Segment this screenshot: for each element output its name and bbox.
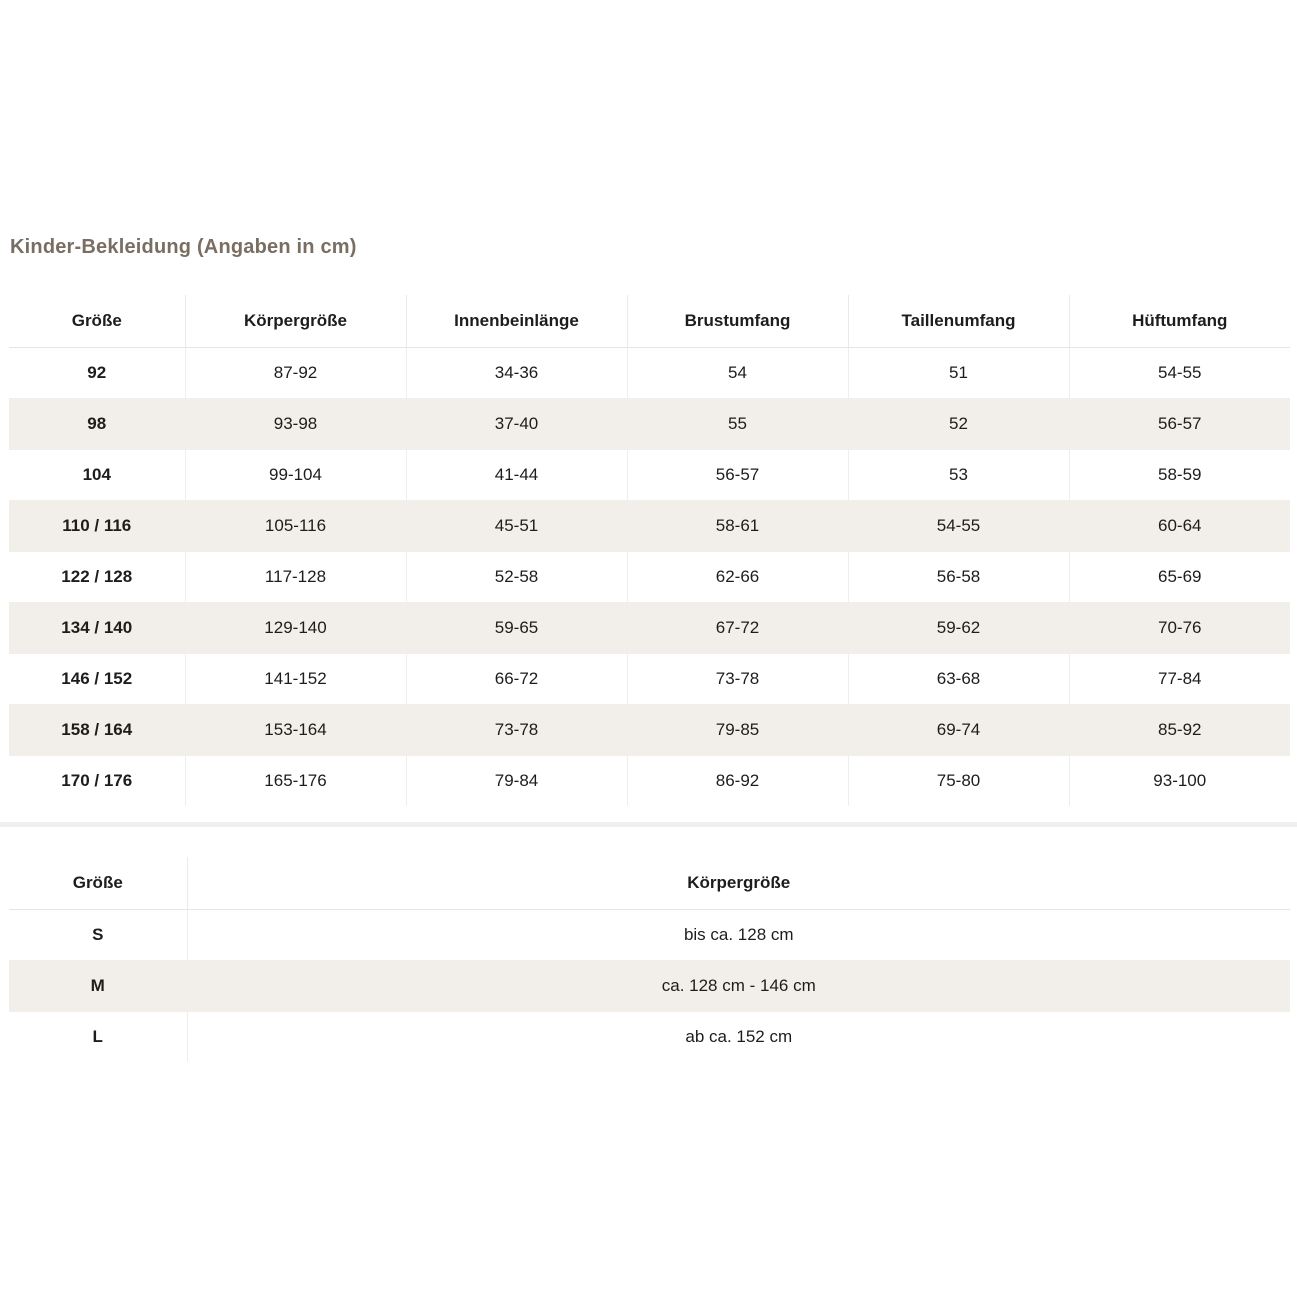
sml-size-table [9, 857, 1290, 1062]
kids-size-table-body [9, 348, 1290, 807]
table-cell: 54 [627, 348, 848, 399]
table-row [9, 603, 1290, 654]
table-cell: 59-65 [406, 603, 627, 654]
table-cell: 105-116 [185, 501, 406, 552]
row-size-label: 158 / 164 [9, 705, 185, 756]
table-cell: 52 [848, 399, 1069, 450]
table-cell: 45-51 [406, 501, 627, 552]
table-row [9, 654, 1290, 705]
table-cell: 79-84 [406, 756, 627, 807]
table-row [9, 910, 1290, 961]
row-size-label: 122 / 128 [9, 552, 185, 603]
column-header: Hüftumfang [1069, 295, 1290, 348]
table-header-row [9, 857, 1290, 910]
table-cell: 75-80 [848, 756, 1069, 807]
column-header: Taillenumfang [848, 295, 1069, 348]
table-cell: 85-92 [1069, 705, 1290, 756]
row-size-label: 146 / 152 [9, 654, 185, 705]
table-cell: 65-69 [1069, 552, 1290, 603]
table-cell: 56-58 [848, 552, 1069, 603]
table-cell: 63-68 [848, 654, 1069, 705]
table-cell: 62-66 [627, 552, 848, 603]
table-cell: 79-85 [627, 705, 848, 756]
table-cell: 153-164 [185, 705, 406, 756]
row-size-label: 98 [9, 399, 185, 450]
table-cell: 66-72 [406, 654, 627, 705]
table-row [9, 501, 1290, 552]
table-cell: 54-55 [848, 501, 1069, 552]
table-row [9, 399, 1290, 450]
row-size-label: 104 [9, 450, 185, 501]
table-cell: 37-40 [406, 399, 627, 450]
sml-size-table-body [9, 910, 1290, 1063]
table-row [9, 1012, 1290, 1063]
table-cell: 93-100 [1153, 771, 1207, 790]
row-size-label: M [9, 961, 187, 1012]
table-cell: 60-64 [1069, 501, 1290, 552]
table-cell: 77-84 [1069, 654, 1290, 705]
table-cell: 69-74 [848, 705, 1069, 756]
row-size-label: L [9, 1012, 187, 1063]
table-header-row [9, 295, 1290, 348]
column-header: Innenbeinlänge [406, 295, 627, 348]
column-header: Größe [9, 857, 187, 910]
kids-size-table [9, 295, 1290, 806]
column-header: Größe [9, 295, 185, 348]
table-row [9, 450, 1290, 501]
column-header: Körpergröße [187, 857, 1290, 910]
table-cell: 58-61 [627, 501, 848, 552]
sml-size-table-header [9, 857, 1290, 910]
column-header: Körpergröße [185, 295, 406, 348]
table-cell: bis ca. 128 cm [187, 910, 1290, 961]
table-cell: 129-140 [185, 603, 406, 654]
table-cell: 56-57 [627, 450, 848, 501]
column-header: Brustumfang [627, 295, 848, 348]
table-cell: 51 [848, 348, 1069, 399]
table-cell: 99-104 [185, 450, 406, 501]
table-cell: 73-78 [627, 654, 848, 705]
table-row [9, 705, 1290, 756]
table-cell: 93-98 [185, 399, 406, 450]
table-cell: 141-152 [185, 654, 406, 705]
row-size-label: S [9, 910, 187, 961]
table-row [9, 348, 1290, 399]
tables-divider [0, 822, 1297, 827]
table-cell: 55 [627, 399, 848, 450]
table-cell: 87-92 [185, 348, 406, 399]
table-row [9, 756, 1290, 807]
table-cell: 58-59 [1069, 450, 1290, 501]
row-size-label: 110 / 116 [9, 501, 185, 552]
table-cell: 70-76 [1069, 603, 1290, 654]
table-cell: 41-44 [406, 450, 627, 501]
row-size-label: 134 / 140 [9, 603, 185, 654]
table-cell: 67-72 [627, 603, 848, 654]
table-cell: ab ca. 152 cm [685, 1027, 793, 1046]
table-cell: 54-55 [1069, 348, 1290, 399]
table-cell: 165-176 [185, 756, 406, 807]
table-cell: 52-58 [406, 552, 627, 603]
table-cell: 73-78 [406, 705, 627, 756]
row-size-label: 92 [9, 348, 185, 399]
table-cell: 59-62 [848, 603, 1069, 654]
table-cell: 34-36 [406, 348, 627, 399]
table-row [9, 961, 1290, 1012]
section-title: Kinder-Bekleidung (Angaben in cm) [10, 236, 357, 258]
kids-size-table-header [9, 295, 1290, 348]
table-cell: 56-57 [1069, 399, 1290, 450]
table-row [9, 552, 1290, 603]
table-cell: 53 [848, 450, 1069, 501]
table-cell: ca. 128 cm - 146 cm [187, 961, 1290, 1012]
row-size-label: 170 / 176 [9, 756, 185, 807]
table-cell: 86-92 [627, 756, 848, 807]
table-cell: 117-128 [185, 552, 406, 603]
